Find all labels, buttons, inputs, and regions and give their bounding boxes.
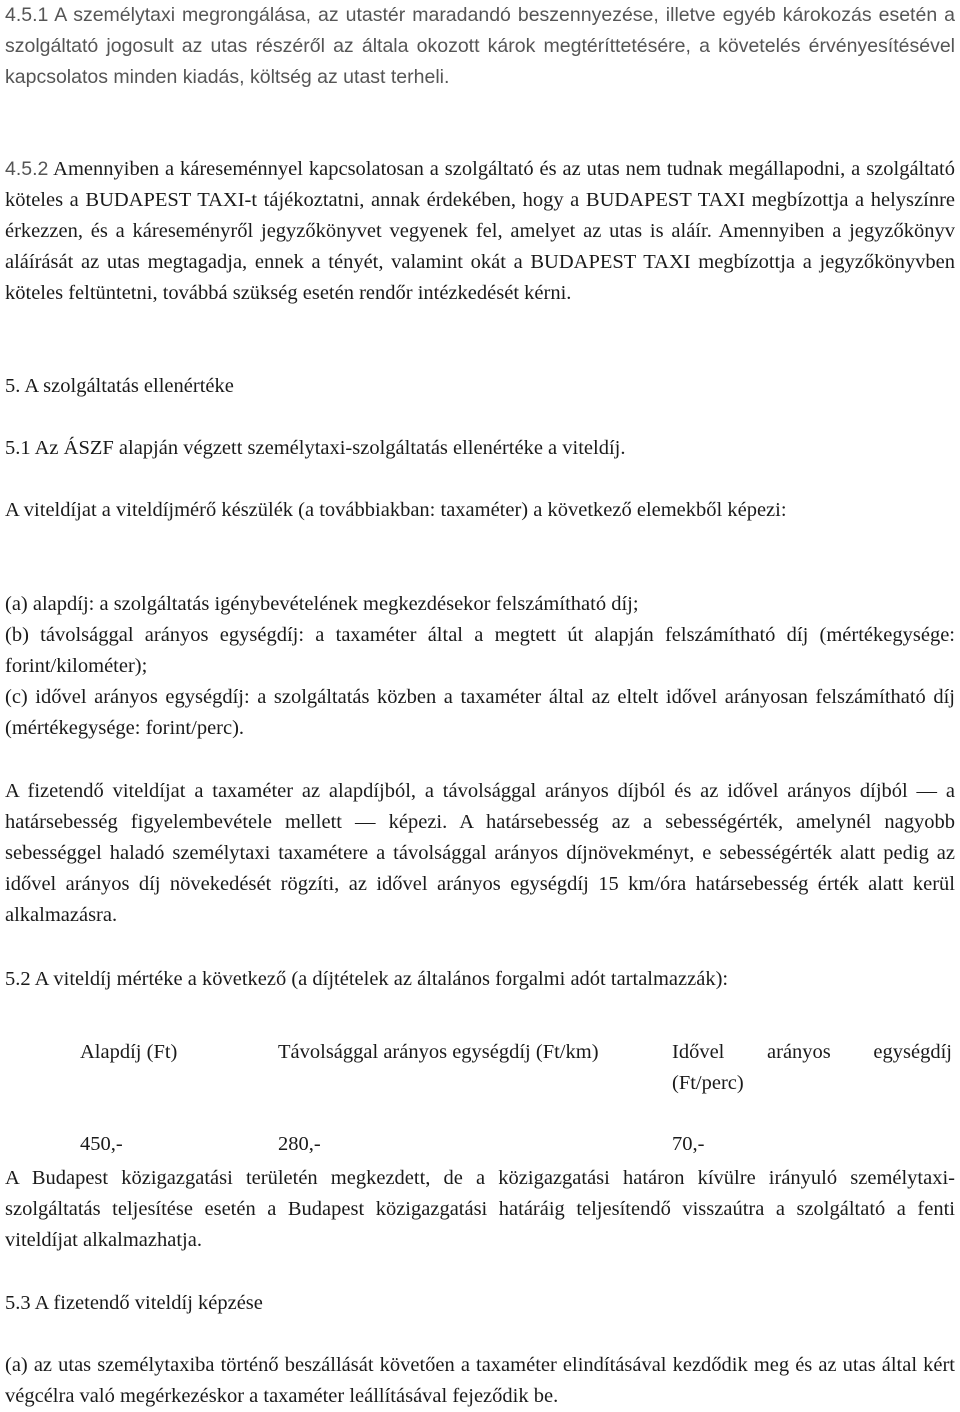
paragraph-viteldij-elements: A viteldíjat a viteldíjmérő készülék (a továbbiakban: taxaméter) a következő elemekből képezi: (5, 499, 787, 521)
paragraph-4-5-2-number: 4.5.2 (5, 158, 49, 180)
section-5-heading: 5. A szolgáltatás ellenértéke (5, 375, 234, 397)
item-b-tavolsag: (b) távolsággal arányos egységdíj: a taxaméter által a megtett út alapján felszámítható díj (mértékegysége: forint/kilométer); (5, 624, 955, 677)
fee-table (80, 1037, 952, 1160)
paragraph-5-3-a: (a) az utas személytaxiba történő beszállását követően a taxaméter elindításával kezdődik meg és az utas által kért végcélra való megérkezéskor a taxaméter leállításával fejeződik be. (5, 1354, 955, 1407)
fee-value-ido: 70,- (672, 1133, 705, 1155)
item-a-alapdij: (a) alapdíj: a szolgáltatás igénybevételének megkezdésekor felszámítható díj; (5, 593, 639, 615)
fee-header-alapdij: Alapdíj (Ft) (80, 1041, 178, 1063)
fee-value-alapdij: 450,- (80, 1133, 123, 1155)
paragraph-5-2: 5.2 A viteldíj mértéke a következő (a díjtételek az általános forgalmi adót tartalmazzák): (5, 968, 729, 990)
fee-table-value-row (80, 1099, 952, 1160)
fee-header-ido: Idővel arányos egységdíj (Ft/perc) (672, 1041, 952, 1094)
fee-value-tavolsag: 280,- (278, 1133, 321, 1155)
paragraph-budapest-hatar: A Budapest közigazgatási területén megkezdett, de a közigazgatási határon kívülre irányuló személytaxi-szolgáltatás teljesítése esetén a Budapest közigazgatási határáig teljesítendő visszaútra a szolgáltató a fenti viteldíjat alkalmazhatja. (5, 1167, 955, 1251)
fee-header-tavolsag: Távolsággal arányos egységdíj (Ft/km) (278, 1041, 599, 1063)
paragraph-4-5-1: 4.5.1 A személytaxi megrongálása, az utastér maradandó beszennyezése, illetve egyéb károkozás esetén a szolgáltató jogosult az utas részéről az általa okozott károk megtéríttetésére, a követelés érvényesítésével kapcsolatos minden kiadás, költség az utast terheli. (5, 4, 955, 88)
item-c-ido: (c) idővel arányos egységdíj: a szolgáltatás közben a taxaméter által az eltelt idővel arányosan felszámítható díj (mértékegysége: forint/perc). (5, 686, 955, 739)
paragraph-fizetendo-viteldij: A fizetendő viteldíjat a taxaméter az alapdíjból, a távolsággal arányos díjból és az idővel arányos díjból — a határsebesség figyelembevétele mellett — képezi. A határsebesség az a sebességérték, amelynél nagyobb sebességgel haladó személytaxi taxamétere a távolsággal arányos díjnövekményt, e sebességérték alatt pedig az idővel arányos díj növekedését rögzíti, az idővel arányos egységdíj 15 km/óra határsebesség érték alatt kerül alkalmazásra. (5, 780, 955, 926)
paragraph-4-5-2-text: Amennyiben a káreseménnyel kapcsolatosan a szolgáltató és az utas nem tudnak megállapodni, a szolgáltató köteles a BUDAPEST TAXI-t tájékoztatni, annak érdekében, hogy a BUDAPEST TAXI megbízottja a helyszínre érkezzen, és a káreseményről jegyzőkönyvet vegyenek fel, amelyet az utas is aláír. Amennyiben a jegyzőkönyv aláírását az utas megtagadja, ennek a tényét, valamint okát a BUDAPEST TAXI megbízottja a jegyzőkönyvben köteles feltüntetni, továbbá szükség esetén rendőr intézkedését kérni. (5, 158, 955, 304)
paragraph-5-1: 5.1 Az ÁSZF alapján végzett személytaxi-szolgáltatás ellenértéke a viteldíj. (5, 437, 626, 459)
paragraph-4-5-2 (5, 154, 955, 309)
fee-table-header-row (80, 1037, 952, 1099)
paragraph-5-3: 5.3 A fizetendő viteldíj képzése (5, 1292, 263, 1314)
